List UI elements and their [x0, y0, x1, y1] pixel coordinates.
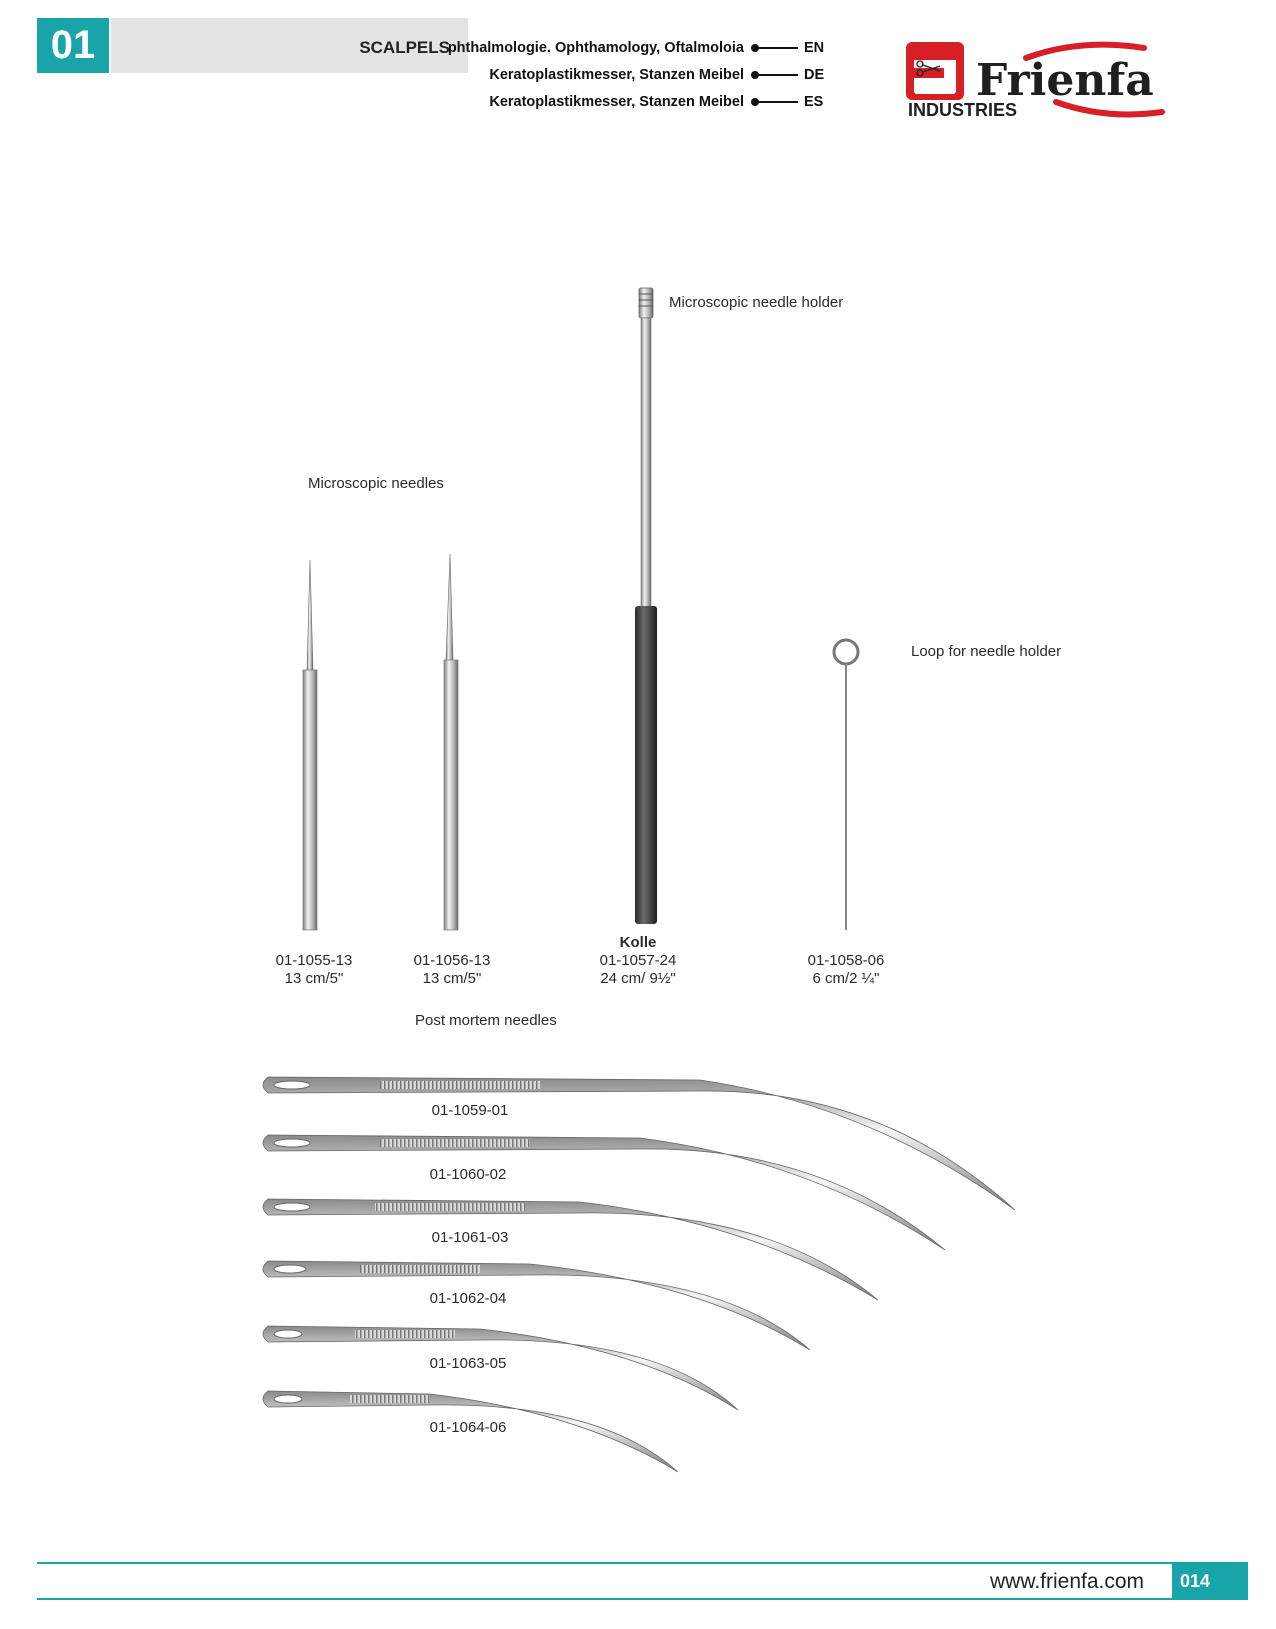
product-code: 01-1057-24: [599, 952, 677, 969]
frienfa-logo: [906, 40, 1176, 124]
label-microscopic-needles: Microscopic needles: [308, 475, 444, 492]
section-title: SCALPELS: [359, 38, 450, 57]
post-mortem-code-2: 01-1060-02: [429, 1166, 507, 1183]
post-mortem-needles-illustration: [0, 1060, 1276, 1480]
language-row-es: [489, 94, 826, 110]
loop-for-needle-holder: [834, 640, 858, 930]
product-code: 01-1055-13: [275, 952, 353, 969]
post-mortem-needle-2: [263, 1135, 945, 1250]
language-row-en: [448, 40, 826, 56]
microscopic-needle-2: [444, 554, 458, 930]
post-mortem-code-6: 01-1064-06: [429, 1419, 507, 1436]
microscopic-needle-1: [303, 560, 317, 930]
language-text: Keratoplastikmesser, Stanzen Meibel: [489, 67, 744, 83]
bullet-line-icon: [754, 74, 798, 76]
post-mortem-code-4: 01-1062-04: [429, 1290, 507, 1307]
product-size: 13 cm/5": [422, 970, 482, 987]
product-size: 24 cm/ 9½": [600, 970, 676, 987]
bullet-line-icon: [754, 101, 798, 103]
post-mortem-code-5: 01-1063-05: [429, 1355, 507, 1372]
section-number: 01: [37, 18, 109, 73]
product-1055: [254, 952, 374, 988]
footer-rule-top: [37, 1562, 1247, 1564]
language-text: Keratoplastikmesser, Stanzen Meibel: [489, 94, 744, 110]
product-size: 13 cm/5": [284, 970, 344, 987]
product-1058: [786, 952, 906, 988]
product-code: 01-1058-06: [807, 952, 885, 969]
logo-sub-text: INDUSTRIES: [908, 100, 1018, 120]
product-1057: [578, 934, 698, 988]
post-mortem-code-1: 01-1059-01: [431, 1102, 509, 1119]
product-size: 6 cm/2 ¼": [812, 970, 880, 987]
footer-url-link[interactable]: www.frienfa.com: [990, 1570, 1145, 1593]
post-mortem-needle-3: [263, 1199, 878, 1300]
label-loop: Loop for needle holder: [911, 643, 1062, 660]
bullet-line-icon: [754, 47, 798, 49]
product-1056: [392, 952, 512, 988]
post-mortem-code-3: 01-1061-03: [431, 1229, 509, 1246]
label-post-mortem: Post mortem needles: [415, 1012, 557, 1029]
label-needle-holder: Microscopic needle holder: [669, 294, 844, 311]
language-code: DE: [804, 67, 825, 83]
product-code: 01-1056-13: [413, 952, 491, 969]
footer-rule-bottom: [37, 1598, 1247, 1600]
microscopic-needle-holder: [635, 288, 657, 924]
language-code: EN: [804, 40, 825, 56]
page-number: 014: [1172, 1562, 1248, 1600]
language-code: ES: [804, 94, 824, 110]
instruments-illustration: [0, 270, 1276, 970]
logo-brand-text: Frienfa: [976, 55, 1154, 106]
language-row-de: [489, 67, 826, 83]
language-text: phthalmologie. Ophthamology, Oftalmoloia: [447, 40, 744, 56]
product-name: Kolle: [619, 934, 657, 951]
